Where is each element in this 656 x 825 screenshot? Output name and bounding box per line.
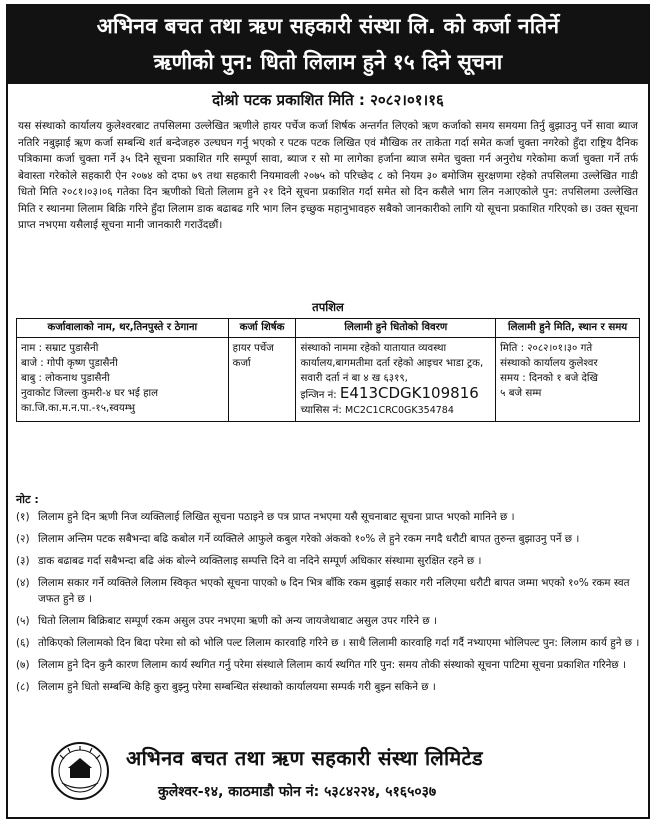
details-caption: तपशिल [312, 300, 344, 314]
note-number: (८) [16, 681, 30, 693]
borrower-name: नाम : सम्राट पुडासैनी [21, 343, 99, 354]
notes-title: नोट : [16, 493, 39, 506]
title-banner [8, 6, 648, 84]
borrower-grandfather: बाजे : गोपी कृष्ण पुडासैनी [21, 358, 118, 369]
note-number: (२) [16, 533, 30, 545]
list-item [16, 613, 642, 629]
auction-date: मिति : २०८२।०१।३० गते [500, 343, 593, 354]
header-collateral: लिलामी हुने धितोको विवरण [296, 319, 496, 338]
note-number: (४) [16, 577, 30, 589]
vehicle-number: सवारी दर्ता नं बा ४ ख ६३१९, [300, 373, 408, 384]
engine-number: E413CDGK109816 [339, 384, 479, 402]
note-text: लिलाम सकार गर्ने व्यक्तिले लिलाम स्विकृत भएको सूचना पाएको ७ दिन भित्र बाँकि रकम बुझाई सकार गरी नलिएमा धरौटी बापत जम्मा भएको १०% रकम स्वत जफत हुने छ । [38, 577, 630, 605]
header-borrower: कर्जावालाको नाम, थर,तिनपुस्ते र ठेगाना [17, 319, 229, 338]
auction-time: समय : दिनको १ बजे देखि [500, 373, 598, 384]
table-header-row [17, 319, 640, 338]
note-text: लिलाम हुने धितो सम्बन्धि केहि कुरा बुझ्नु परेमा सम्बन्धित संस्थाको कार्यालयमा सम्पर्क गरी बुझ्न सकिने छ । [38, 681, 436, 693]
list-item [16, 531, 642, 547]
collateral-description: संस्थाको नाममा रहेको यातायात व्यवस्था कार्यालय,बागमतीमा दर्ता रहेको आइचर भाडा ट्रक, [300, 343, 484, 369]
note-number: (६) [16, 637, 30, 649]
header-loan-type: कर्जा शिर्षक [228, 319, 296, 338]
table-row [17, 338, 640, 422]
banner-title-line2: ऋणीको पुन: धितो लिलाम हुने १५ दिने सूचना [153, 50, 503, 74]
chassis-number: MC2C1CRC0GK354784 [345, 405, 454, 416]
borrower-current-address: का.जि.का.म.न.पा.-१५,स्वयम्भु [21, 403, 135, 414]
header-auction: लिलामी हुने मिति, स्थान र समय [496, 319, 640, 338]
note-number: (१) [16, 511, 30, 523]
chassis-label: च्यासिस नं: [300, 405, 342, 416]
notes-list [16, 509, 642, 701]
note-number: (७) [16, 659, 30, 671]
cooperative-seal-logo-icon [50, 741, 110, 801]
note-text: लिलाम अन्तिम पटक सबैभन्दा बढि कबोल गर्ने व्यक्तिले आफुले कबुल गरेको अंकको १०% ले हुने रकम नगदै धरौटी बापत तुरुन्त बुझाउनु पर्ने छ । [38, 533, 580, 545]
auction-cell [496, 338, 640, 422]
note-text: तोकिएको लिलामको दिन बिदा परेमा सो को भोलि पल्ट लिलाम कारवाहि गरिने छ । साथै लिलामी कारवाहि गर्दा गर्दै नभ्याएमा भोलिपल्ट पुन: लिलाम कार्य हुने छ । [38, 637, 640, 649]
notice-body: यस संस्थाको कार्यालय कुलेश्वरबाट तपसिलमा उल्लेखित ऋणीले हायर पर्चेज कर्जा शिर्षक अन्तर्गत लिएको ऋण कर्जाको समय समयमा तिर्नु बुझाउनु पर्ने सावा ब्याज नतिरि नबुझाई ऋण कर्जा सम्बन्धि शर्त बन्देजहरु उल्घघन गर्नु भएको र पटक पटक लिखित एवं मौखिक तर ताकेता गर्दा समेत कर्जा चुक्ता नगरेको हुँदा राष्ट्रिय दैनिक पत्रिकामा कर्जा चुक्ता गर्ने ३५ दिने सूचना प्रकाशित गरि सम्पूर्ण सावा, ब्याज र सो मा लागेका हर्जाना ब्याज समेत चुक्ता गर्न अनुरोध गरेकोमा कर्जा चुक्ता गर्ने तर्फ बेवास्ता गरेकोले सहकारी ऐन २०७४ को दफा ७९ तथा सहकारी नियमावली २०७५ को परिच्छेद ८ को नियम ३० बमोजिम सुरक्षणमा रहेको तपसिलमा उल्लेखित गाडी धितो मिति २०८१।०३।०६ गतेका दिन ऋणीको धितो लिलाम हुने २१ दिने सूचना प्रकाशित गर्दा समेत सो दिन कसैले भाग लिन नआएकोले पुन: तपसिलमा उल्लेखित मिति र स्थानमा लिलाम बिक्रि गरिने हुँदा लिलाम डाक बढाबढ गरि भाग लिन इच्छुक महानुभावहरु सबैको जानकारीको लागि यो सूचना प्रकाशित गरिएको छ। उक्त सूचना प्राप्त नभएमा यसैलाई सूचना मानी जानकारी गराउँदछौं। [18, 120, 638, 231]
footer-address: कुलेश्वर-१४, काठमाडौ फोन नं: ५३८४२२४, ५१६५०३७ [158, 784, 437, 800]
footer-organization-name: अभिनव बचत तथा ऋण सहकारी संस्था लिमिटेड [126, 746, 483, 770]
note-number: (५) [16, 615, 30, 627]
loan-type-cell: हायर पर्चेज कर्जा [228, 338, 296, 422]
list-item [16, 509, 642, 525]
list-item [16, 657, 642, 673]
auction-place: संस्थाको कार्यालय कुलेश्वर [500, 358, 598, 369]
engine-label: इन्जिन नं: [300, 390, 337, 401]
notice-page [6, 4, 650, 819]
borrower-cell [17, 338, 229, 422]
note-text: लिलाम हुने दिन ऋणी निज व्यक्तिलाई लिखित सूचना पठाइने छ पत्र प्राप्त नभएमा यसै सूचनाबाट सूचना प्राप्त भएको मानिने छ । [38, 511, 515, 523]
list-item [16, 679, 642, 695]
auction-time-end: ५ बजे सम्म [500, 388, 542, 399]
list-item [16, 575, 642, 607]
borrower-address: नुवाकोट जिल्ला कुमरी-४ घर भई हाल [21, 388, 159, 399]
collateral-cell [296, 338, 496, 422]
list-item [16, 553, 642, 569]
publication-date: दोश्रो पटक प्रकाशित मिति : २०८२।०१।१६ [212, 91, 444, 109]
engine-line [300, 386, 491, 403]
note-text: धितो लिलाम बिक्रिबाट सम्पूर्ण रकम असुल उपर नभएमा ऋणी को अन्य जायजेथाबाट असुल उपर गरिने छ । [38, 615, 437, 627]
note-number: (३) [16, 555, 30, 567]
chassis-line [300, 403, 491, 418]
banner-title-line1: अभिनव बचत तथा ऋण सहकारी संस्था लि. को कर्जा नतिर्ने [96, 14, 560, 38]
note-text: लिलाम हुने दिन कुनै कारण लिलाम कार्य स्थगित गर्नु परेमा संस्थाले लिलाम कार्य स्थगित गरि पुन: समय तोकी संस्थाको सूचना पाटिमा सूचना प्रकाशित गरिनेछ । [38, 659, 626, 671]
list-item [16, 635, 642, 651]
note-text: डाक बढाबढ गर्दा सबैभन्दा बढि अंक बोल्ने व्यक्तिलाइ सम्पत्ति दिने वा नदिने सम्पूर्ण अधिकार संस्थामा सुरक्षित रहने छ । [38, 555, 482, 567]
details-table [16, 318, 640, 422]
borrower-father: बाबु : लोकनाथ पुडासैनी [21, 373, 110, 384]
